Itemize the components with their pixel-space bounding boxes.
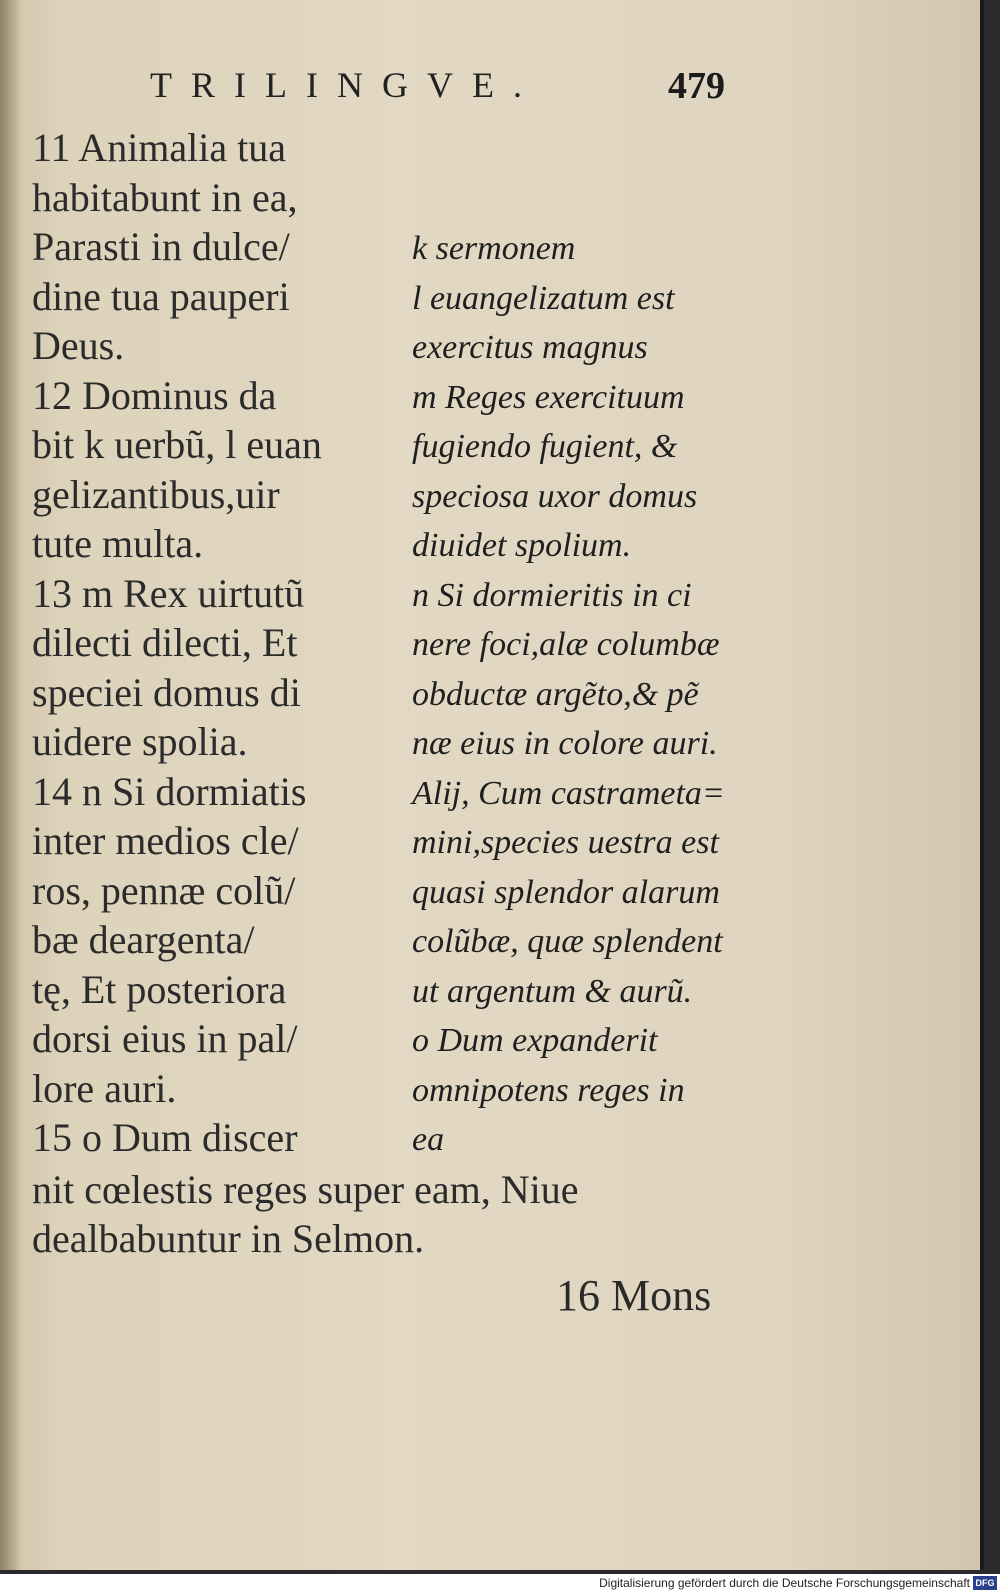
gloss-line: obductæ argẽto,& pẽ [412, 676, 699, 713]
latin-line: dorsi eius in pal/ [32, 1016, 298, 1061]
latin-line: 12 Dominus da [32, 373, 277, 418]
gloss-line: m Reges exercituum [412, 379, 685, 416]
gloss-line: mini,species uestra est [412, 824, 719, 861]
latin-line: speciei domus di [32, 670, 301, 715]
latin-line: lore auri. [32, 1066, 177, 1111]
gloss-line: næ eius in colore auri. [412, 725, 718, 762]
catchword: 16 Mons [556, 1271, 712, 1320]
running-head: TRILINGVE. [150, 65, 541, 105]
gloss-line: speciosa uxor domus [412, 478, 698, 515]
latin-line: gelizantibus,uir [32, 472, 280, 517]
latin-line: dine tua pauperi [32, 274, 290, 319]
page-number: 479 [668, 65, 725, 107]
gloss-line: k sermonem [412, 230, 576, 267]
gloss-line: ea [412, 1121, 445, 1158]
digitization-footer [0, 1574, 1000, 1595]
footer-credit: Digitalisierung gefördert durch die Deutsche Forschungsgemeinschaft [599, 1576, 970, 1590]
latin-line: dilecti dilecti, Et [32, 620, 298, 665]
latin-line: bæ deargenta/ [32, 917, 255, 962]
latin-line: tute multa. [32, 521, 204, 566]
latin-line: bit k uerbũ, l euan [32, 422, 322, 467]
full-width-line: dealbabuntur in Selmon. [32, 1216, 425, 1261]
latin-line: 14 n Si dormiatis [32, 769, 307, 814]
gloss-line: nere foci,alæ columbæ [412, 626, 720, 663]
gloss-line: diuidet spolium. [412, 527, 632, 564]
latin-line: Deus. [32, 323, 125, 368]
gloss-line: exercitus magnus [412, 329, 648, 366]
latin-line: 13 m Rex uirtutũ [32, 571, 305, 616]
gloss-line: n Si dormieritis in ci [412, 577, 692, 614]
latin-line: Parasti in dulce/ [32, 224, 290, 269]
gloss-line: omnipotens reges in [412, 1072, 685, 1109]
latin-line: uidere spolia. [32, 719, 248, 764]
latin-line: ros, pennæ colũ/ [32, 868, 296, 913]
gloss-line: fugiendo fugient, & [412, 428, 678, 465]
latin-line: inter medios cle/ [32, 818, 299, 863]
gloss-line: o Dum expanderit [412, 1022, 658, 1059]
gloss-line: Alij, Cum castrameta= [412, 775, 725, 812]
latin-line: 11 Animalia tua [32, 125, 287, 170]
gloss-line: l euangelizatum est [412, 280, 675, 317]
page-header [0, 60, 980, 110]
latin-line: habitabunt in ea, [32, 175, 298, 220]
latin-line: 15 o Dum discer [32, 1115, 298, 1160]
dfg-logo-icon: DFG [973, 1576, 997, 1590]
latin-line: tę, Et posteriora [32, 967, 287, 1012]
full-width-line: nit cœlestis reges super eam, Niue [32, 1167, 579, 1212]
gloss-line: quasi splendor alarum [412, 874, 720, 911]
gloss-line: ut argentum & aurũ. [412, 973, 693, 1010]
gloss-line: colũbæ, quæ splendent [412, 923, 723, 960]
